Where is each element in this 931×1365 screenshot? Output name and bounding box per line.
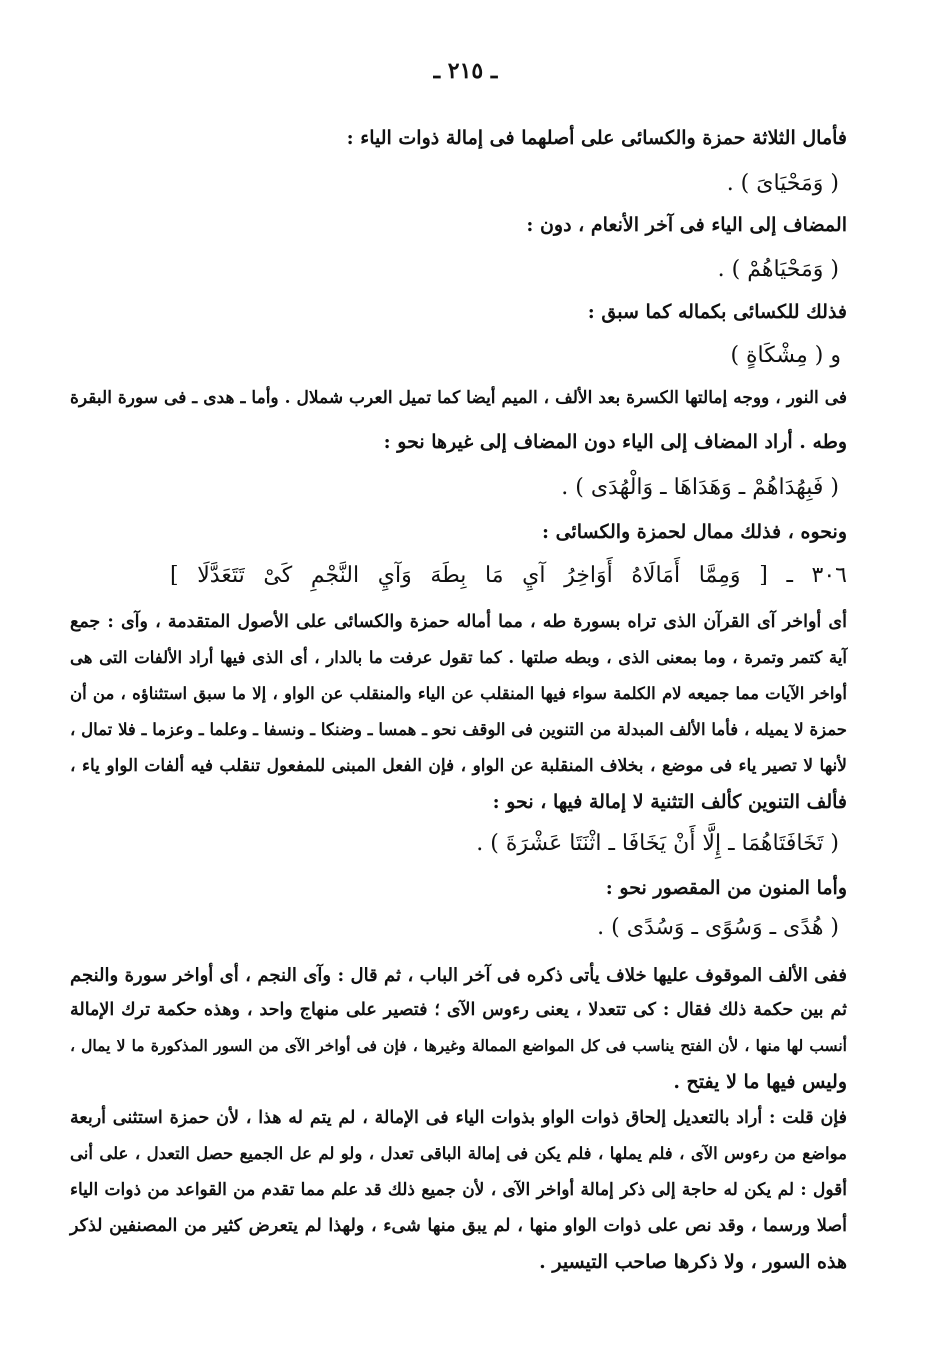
text-line: وأما المنون من المقصور نحو : [605, 877, 847, 899]
text-line: وليس فيها ما لا يفتح . [673, 1071, 847, 1093]
text-line: المضاف إلى الياء فى آخر الأنعام ، دون : [526, 214, 847, 236]
text-line: هذه السور ، ولا ذكرها صاحب التيسير . [539, 1251, 847, 1273]
quran-quote: ( وَمَحْيَاىَ ) . [726, 171, 839, 196]
quran-quote: ( تَخَافَتَاهُمَا ـ إِلَّا أَنْ يَخَافَا ـ اثْنَتَا عَشْرَةَ ) . [476, 831, 839, 856]
text-line: أى أواخر آى القرآن الذى تراه بسورة طه ، مما أماله حمزة والكسائى على الأصول المتقدمة ، وآى : جمع [70, 612, 847, 632]
text-line: لأنها لا تصير ياء فى موضع ، بخلاف المنقلبة عن الواو ، فإن الفعل المبنى للمفعول تنقلب فيه ألفات الواو ياء ، [70, 756, 847, 776]
text-line: أقول : لم يكن له حاجة إلى ذكر إمالة أواخر الآى ، لأن جميع ذلك قد علم مما تقدم من القواعد من ذوات الياء [70, 1180, 847, 1200]
text-line: وطه . أراد المضاف إلى الياء دون المضاف إلى غيرها نحو : [383, 431, 847, 453]
text-line: فى النور ، ووجه إمالتها الكسرة بعد الألف ، الميم أيضا كما تميل العرب شملال . وأما ـ هدى ـ فى سورة البقرة [70, 388, 847, 408]
text-line: فأمال الثلاثة حمزة والكسائى على أصلهما فى إمالة ذوات الياء : [346, 127, 847, 149]
text-line: ونحوه ، فذلك ممال لحمزة والكسائى : [541, 521, 847, 543]
text-line: فإن قلت : أراد بالتعديل إلحاق ذوات الواو بذوات الياء فى الإمالة ، لم يتم له هذا ، لأن حمزة استثنى أربعة [70, 1108, 847, 1128]
text-line: أنسب لها منها ، لأن الفتح يناسب فى كل المواضع الممالة وغيرها ، فإن فى أواخر الآى من السور المذكورة ما لا يمال ، [70, 1036, 847, 1055]
quran-quote: و ( مِشْكَاةٍ ) [730, 343, 841, 368]
text-line: آية كتمر وتمرة ، وما بمعنى الذى ، وبطه صلتها . كما تقول عرفت ما بالدار ، أى الذى فيها أراد الألفات التى هى [70, 648, 847, 667]
text-line: ثم بين حكمة ذلك فقال : كى تتعدلا ، يعنى رءوس الآى ؛ فتصير على منهاج واحد ، وهذه حكمة ترك الإمالة [70, 1000, 847, 1020]
page-number: ـ ٢١٥ ـ [433, 58, 498, 84]
text-line: ففى الألف الموقوف عليها خلاف يأتى ذكره فى آخر الباب ، ثم قال : وآى النجم ، أى أواخر سورة والنجم [70, 965, 847, 986]
quran-quote: ( فَبِهُدَاهُمْ ـ وَهَدَاهَا ـ وَالْهُدَى ) . [561, 475, 839, 500]
text-line: أصلا ورسما ، وقد نص على ذوات الواو منها ، لم يبق منها شىء ، ولهذا لم يتعرض كثير من المصنفين لذكر [70, 1216, 847, 1236]
quran-quote: ( وَمَحْيَاهُمْ ) . [717, 257, 839, 282]
text-line: أواخر الآيات مما جميعه لام الكلمة سواء فيها المنقلب عن الياء والمنقلب عن الواو ، إلا ما سبق استثناؤه ، من أن [70, 684, 847, 703]
text-line: فألف التنوين كألف التثنية لا إمالة فيها ، نحو : [492, 791, 847, 813]
text-line: مواضع من رءوس الآى ، فلم يملها ، فلم يكن فى إمالة الباقى تعدل ، ولو لم عل الجميع حصل التعدل ، على أنى [70, 1144, 847, 1163]
quran-quote: ( هُدًى ـ وَسُوًى ـ وَسُدًى ) . [597, 915, 839, 940]
text-line: حمزة لا يميله ، فأما الألف المبدلة من التنوين فى الوقف نحو ـ همسا ـ وضنكا ـ ونسفا ـ وعلما ـ وعزما ـ فلا تمال ، [70, 720, 847, 739]
text-line: فذلك للكسائى بكماله كما سبق : [587, 301, 847, 323]
poem-verse: ٣٠٦ ـ [ وَمِمَّا أَمَالَاهُ أَوَاخِرُ آيِ مَا بِطَهَ وَآيِ النَّجْمِ كَىْ تَتَعَدَّلَا ] [170, 563, 847, 588]
